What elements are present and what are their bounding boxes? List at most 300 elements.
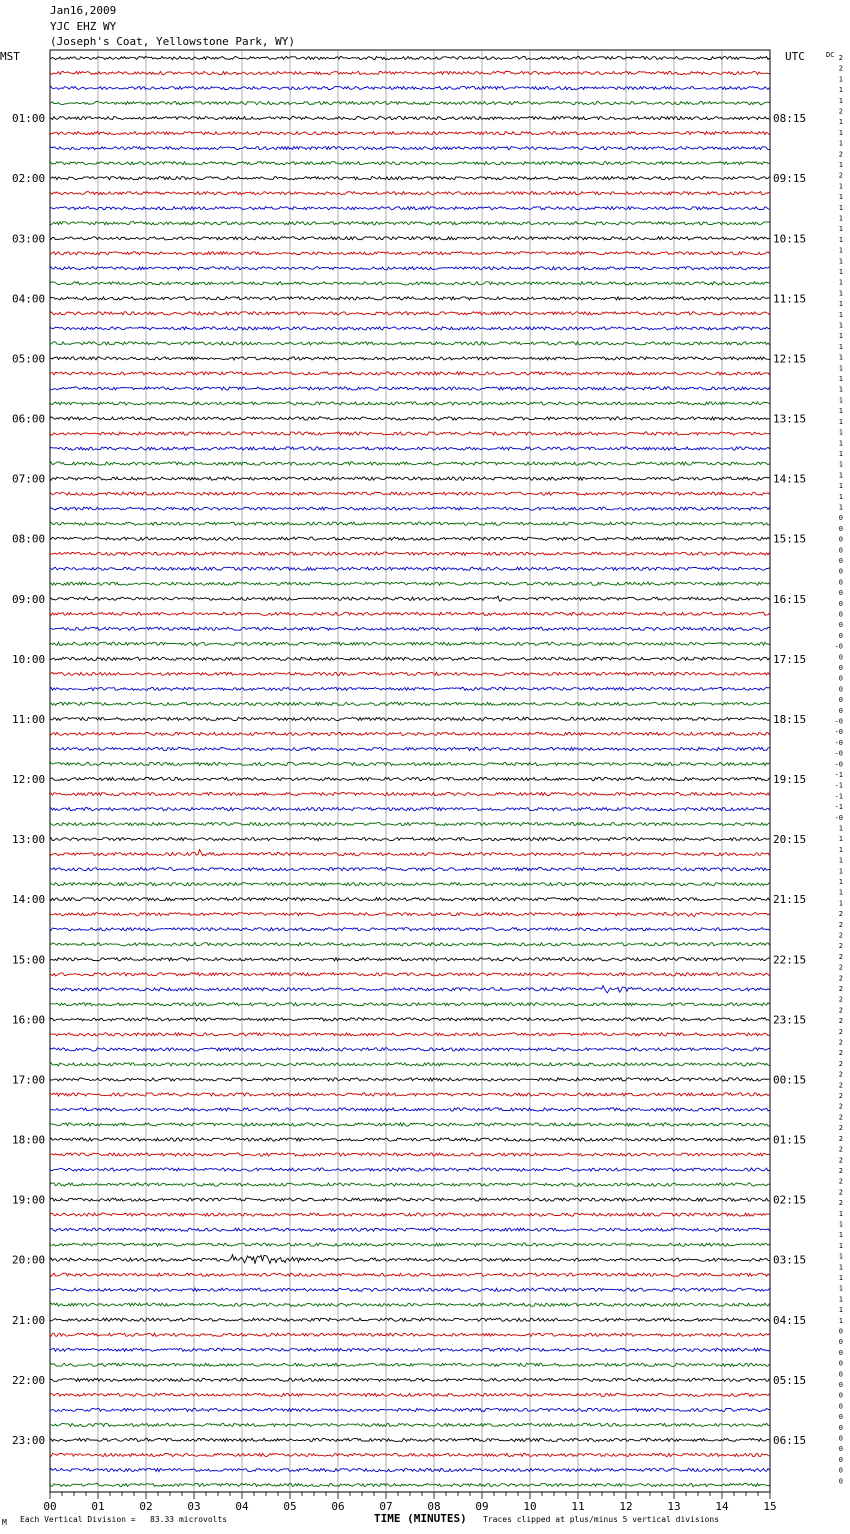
mst-hour-label: 17:00 (12, 1073, 46, 1087)
dc-offset-value: 2 (838, 1145, 843, 1154)
trace-row (50, 1363, 770, 1366)
trace-row (50, 1378, 770, 1381)
utc-hour-label: 09:15 (773, 172, 807, 186)
dc-offset-value: 1 (838, 1241, 843, 1250)
dc-offset-value: 0 (838, 1402, 843, 1411)
dc-offset-value: 1 (838, 246, 843, 255)
dc-offset-value: 1 (838, 161, 843, 170)
dc-offset-value: 2 (838, 107, 843, 116)
dc-offset-value: 1 (838, 214, 843, 223)
dc-offset-value: 1 (838, 321, 843, 330)
mst-hour-label: 20:00 (12, 1253, 46, 1267)
dc-offset-value: 2 (838, 1156, 843, 1165)
trace-row (50, 1033, 770, 1036)
dc-offset-value: 1 (838, 471, 843, 480)
mst-hour-label: 10:00 (12, 652, 46, 666)
trace-row (50, 958, 770, 961)
x-tick-label: 10 (523, 1500, 537, 1513)
trace-row (50, 56, 770, 59)
trace-row (50, 792, 770, 795)
utc-hour-label: 19:15 (773, 773, 807, 786)
dc-offset-value: 0 (838, 706, 843, 715)
trace-row (50, 297, 770, 300)
dc-offset-value: 0 (838, 514, 843, 523)
utc-hour-label: 23:15 (773, 1013, 807, 1027)
trace-row (50, 207, 770, 210)
trace-row (50, 312, 770, 315)
mst-hour-label: 21:00 (12, 1313, 46, 1327)
dc-offset-value: -0 (834, 749, 843, 758)
dc-offset-value: -1 (834, 771, 843, 779)
dc-offset-value: 1 (838, 449, 843, 458)
trace-row (50, 928, 770, 931)
dc-offset-value: 2 (838, 963, 843, 972)
dc-offset-value: 1 (838, 332, 843, 341)
trace-row (50, 883, 770, 886)
trace-row (50, 1093, 770, 1096)
trace-row (50, 762, 770, 765)
dc-offset-value: 1 (838, 1231, 843, 1240)
mst-hour-label: 11:00 (12, 712, 46, 726)
utc-hour-label: 20:15 (773, 833, 807, 847)
trace-row (50, 477, 770, 480)
trace-row (50, 823, 770, 826)
utc-hour-label: 08:15 (773, 112, 807, 126)
dc-offset-value: 0 (838, 696, 843, 705)
dc-offset-value: 1 (838, 492, 843, 501)
dc-offset-value: 0 (838, 1477, 843, 1486)
dc-offset-value: 0 (838, 578, 843, 587)
dc-offset-value: 0 (838, 1413, 843, 1422)
dc-offset-value: 2 (838, 1006, 843, 1015)
dc-offset-value: 0 (838, 1466, 843, 1475)
trace-row (50, 1123, 770, 1126)
x-tick-label: 09 (475, 1500, 489, 1513)
trace-row (50, 1348, 770, 1351)
dc-offset-value: 1 (838, 225, 843, 234)
trace-row (50, 672, 770, 675)
x-tick-label: 01 (91, 1500, 105, 1513)
x-axis (43, 1492, 776, 1513)
mst-hour-label: 04:00 (12, 292, 46, 306)
dc-offset-value: 0 (838, 524, 843, 533)
x-tick-label: 11 (571, 1500, 585, 1513)
trace-row (50, 237, 770, 240)
dc-offset-value: 0 (838, 567, 843, 576)
dc-offset-value: 1 (838, 503, 843, 512)
dc-offset-value: 0 (838, 1327, 843, 1336)
dc-offset-value: 2 (838, 64, 843, 73)
trace-row (50, 132, 770, 135)
dc-offset-value: 2 (838, 1134, 843, 1143)
dc-offset-value: 0 (838, 1455, 843, 1464)
dc-offset-value: 0 (838, 1391, 843, 1400)
dc-offset-value: 2 (838, 985, 843, 994)
mst-hour-label: 18:00 (12, 1133, 46, 1147)
dc-offset-value: 1 (838, 118, 843, 127)
trace-row (50, 1183, 770, 1186)
dc-offset-value: 1 (838, 139, 843, 148)
dc-offset-value: 1 (838, 1263, 843, 1272)
trace-row (50, 973, 770, 976)
x-tick-label: 00 (43, 1500, 57, 1513)
x-tick-label: 14 (715, 1500, 729, 1513)
dc-offset-value: 0 (838, 685, 843, 694)
dc-offset-value: 1 (838, 899, 843, 908)
trace-row (50, 642, 770, 645)
dc-offset-value: 0 (838, 674, 843, 683)
mst-hour-label: 12:00 (12, 773, 46, 786)
dc-offset-value: 0 (838, 556, 843, 565)
trace-row (50, 86, 770, 89)
dc-offset-value: 2 (838, 952, 843, 961)
dc-offset-value: 1 (838, 96, 843, 105)
utc-hour-label: 03:15 (773, 1253, 807, 1267)
trace-row (50, 402, 770, 405)
dc-offset-value: 1 (838, 86, 843, 95)
utc-hour-label: 00:15 (773, 1073, 807, 1087)
dc-offset-value: 2 (838, 1027, 843, 1036)
dc-offset-value: 2 (838, 910, 843, 919)
trace-row (50, 912, 770, 916)
utc-hour-label: 17:15 (773, 652, 807, 666)
scale-note: Each Vertical Division = 83.33 microvolts (20, 1515, 228, 1524)
dc-offset-value: 1 (838, 128, 843, 137)
dc-offset-value: 2 (838, 1188, 843, 1197)
dc-offset-value: 0 (838, 1434, 843, 1443)
trace-row (50, 943, 770, 946)
dc-offset-value: 1 (838, 342, 843, 351)
dc-offset-value: 2 (838, 1177, 843, 1186)
trace-row (50, 1078, 770, 1081)
dc-offset-value: 0 (838, 1370, 843, 1379)
dc-offset-value: 1 (838, 375, 843, 384)
trace-row (50, 162, 770, 165)
dc-offset-value: 2 (838, 1113, 843, 1122)
x-tick-label: 05 (283, 1500, 297, 1513)
corner-mark: M (2, 1518, 7, 1527)
utc-hour-label: 16:15 (773, 592, 807, 606)
trace-row (50, 117, 770, 120)
trace-row (50, 102, 770, 105)
trace-row (50, 687, 770, 690)
trace-row (50, 192, 770, 195)
dc-offset-value: 0 (838, 599, 843, 608)
dc-offset-value: 1 (838, 182, 843, 191)
trace-row (50, 1063, 770, 1066)
trace-row (50, 1453, 770, 1456)
utc-hour-label: 22:15 (773, 953, 807, 967)
trace-row (50, 1408, 770, 1411)
dc-offset-value: 2 (838, 1092, 843, 1101)
trace-row (50, 537, 770, 540)
x-axis-title: TIME (MINUTES) (374, 1512, 467, 1525)
trace-row (50, 507, 770, 510)
trace-row (50, 147, 770, 150)
dc-offset-value: 1 (838, 428, 843, 437)
trace-row (50, 582, 770, 585)
x-tick-label: 15 (763, 1500, 777, 1513)
dc-offset-value: 2 (838, 1124, 843, 1133)
trace-row (50, 1198, 770, 1201)
trace-row (50, 267, 770, 270)
utc-hour-label: 21:15 (773, 893, 807, 907)
dc-offset-value: 1 (838, 257, 843, 266)
trace-row (50, 462, 770, 465)
x-tick-label: 06 (331, 1500, 345, 1513)
trace-row (50, 1213, 770, 1216)
dc-offset-value: 0 (838, 1423, 843, 1432)
mst-hour-label: 19:00 (12, 1193, 46, 1207)
trace-row (50, 1108, 770, 1111)
trace-row (50, 747, 770, 750)
header-location: (Joseph's Coat, Yellowstone Park, WY) (50, 35, 296, 48)
dc-offset-value: 1 (838, 289, 843, 298)
dc-offset-value: 1 (838, 385, 843, 394)
trace-row (50, 567, 770, 570)
dc-offset-value: 0 (838, 546, 843, 555)
dc-offset-value: -1 (834, 803, 843, 812)
dc-offset-value: 0 (838, 610, 843, 619)
dc-offset-value: 1 (838, 888, 843, 897)
dc-offset-value: 2 (838, 1017, 843, 1026)
dc-offset-value: 1 (838, 310, 843, 319)
dc-offset-value: 2 (838, 54, 843, 62)
dc-offset-value: 0 (838, 589, 843, 598)
utc-hour-label: 18:15 (773, 712, 807, 726)
dc-offset-value: 0 (838, 1348, 843, 1357)
utc-hour-label: 13:15 (773, 412, 807, 426)
mst-hour-label: 03:00 (12, 232, 46, 246)
mst-hour-label: 15:00 (12, 953, 46, 967)
trace-row (50, 1243, 770, 1246)
trace-row (50, 177, 770, 180)
trace-row (50, 492, 770, 495)
trace-row (50, 1273, 770, 1276)
dc-offset-value: 1 (838, 1273, 843, 1282)
dc-offset-value: 0 (838, 631, 843, 640)
trace-row (50, 1423, 770, 1426)
trace-row (50, 1483, 770, 1486)
dc-offset-value: 1 (838, 1316, 843, 1325)
trace-row (50, 868, 770, 871)
utc-hour-label: 02:15 (773, 1193, 807, 1207)
trace-row (50, 838, 770, 841)
dc-offset-value: 1 (838, 482, 843, 491)
trace-row (50, 327, 770, 330)
dc-offset-value: 2 (838, 1081, 843, 1090)
dc-offset-value: -0 (834, 728, 843, 737)
trace-row (50, 702, 770, 705)
trace-row (50, 372, 770, 375)
trace-row (50, 387, 770, 390)
trace-row (50, 1138, 770, 1141)
dc-offset-value: 1 (838, 1209, 843, 1218)
trace-row (50, 1318, 770, 1321)
dc-offset-value: 1 (838, 1252, 843, 1261)
trace-row (50, 1255, 770, 1264)
mst-hour-label: 23:00 (12, 1433, 46, 1447)
utc-hour-label: 10:15 (773, 232, 807, 246)
dc-offset-value: 2 (838, 974, 843, 983)
trace-row (50, 1018, 770, 1021)
dc-offset-labels (835, 54, 843, 1485)
trace-row (50, 717, 770, 720)
dc-offset-value: 2 (838, 942, 843, 951)
trace-row (50, 1048, 770, 1051)
x-tick-label: 02 (139, 1500, 153, 1513)
dc-offset-value: 2 (838, 1038, 843, 1047)
dc-offset-value: 1 (838, 1295, 843, 1304)
trace-row (50, 1003, 770, 1006)
right-timezone-label: UTC (785, 50, 805, 63)
utc-hour-label: 04:15 (773, 1313, 807, 1327)
header-date: Jan16,2009 (50, 4, 117, 17)
trace-row (50, 1168, 770, 1171)
dc-offset-value: 1 (838, 824, 843, 833)
dc-offset-value: 2 (838, 171, 843, 180)
dc-header-label: DC (826, 51, 835, 59)
trace-row (50, 252, 770, 255)
mst-hour-label: 06:00 (12, 412, 46, 426)
dc-offset-value: 0 (838, 1359, 843, 1368)
trace-row (50, 1303, 770, 1306)
trace-row (50, 612, 770, 615)
dc-offset-value: 2 (838, 920, 843, 929)
dc-offset-value: 1 (838, 1306, 843, 1315)
utc-hour-label: 06:15 (773, 1433, 807, 1447)
dc-offset-value: 1 (838, 867, 843, 876)
dc-offset-value: 1 (838, 417, 843, 426)
trace-row (50, 432, 770, 435)
dc-offset-value: -0 (834, 717, 843, 726)
mst-hour-label: 02:00 (12, 172, 46, 186)
mst-hour-label: 22:00 (12, 1373, 46, 1387)
mst-hour-label: 16:00 (12, 1013, 46, 1027)
dc-offset-value: 2 (838, 931, 843, 940)
header-station: YJC EHZ WY (50, 20, 117, 33)
x-tick-label: 04 (235, 1500, 249, 1513)
x-tick-label: 08 (427, 1500, 441, 1513)
dc-offset-value: 1 (838, 203, 843, 212)
dc-offset-value: -1 (834, 781, 843, 790)
mst-hour-label: 07:00 (12, 472, 46, 486)
dc-offset-value: 1 (838, 439, 843, 448)
dc-offset-value: 1 (838, 1220, 843, 1229)
trace-row (50, 417, 770, 420)
dc-offset-value: 2 (838, 150, 843, 159)
x-tick-label: 03 (187, 1500, 201, 1513)
trace-row (50, 898, 770, 901)
dc-offset-value: -0 (834, 813, 843, 822)
mst-hour-label: 09:00 (12, 592, 46, 606)
dc-offset-value: 1 (838, 396, 843, 405)
dc-offset-value: 2 (838, 1049, 843, 1058)
trace-row (50, 222, 770, 225)
dc-offset-value: 0 (838, 621, 843, 630)
trace-row (50, 447, 770, 450)
trace-row (50, 1153, 770, 1156)
trace-row (50, 777, 770, 780)
utc-hour-label: 05:15 (773, 1373, 807, 1387)
dc-offset-value: 2 (838, 1070, 843, 1079)
mst-hour-label: 01:00 (12, 112, 46, 126)
dc-offset-value: 1 (838, 856, 843, 865)
dc-offset-value: 1 (838, 268, 843, 277)
trace-row (50, 1468, 770, 1471)
dc-offset-value: 1 (838, 1284, 843, 1293)
utc-hour-label: 14:15 (773, 472, 807, 486)
dc-offset-value: 0 (838, 663, 843, 672)
dc-offset-value: 0 (838, 1380, 843, 1389)
trace-row (50, 807, 770, 810)
mst-hour-label: 14:00 (12, 893, 46, 907)
dc-offset-value: 2 (838, 1059, 843, 1068)
x-tick-label: 12 (619, 1500, 633, 1513)
trace-row (50, 552, 770, 555)
dc-offset-value: 1 (838, 300, 843, 309)
dc-offset-value: -0 (834, 760, 843, 769)
dc-offset-value: -0 (834, 642, 843, 651)
dc-offset-value: 2 (838, 1166, 843, 1175)
trace-row (50, 1288, 770, 1291)
x-tick-label: 07 (379, 1500, 393, 1513)
mst-hour-label: 05:00 (12, 352, 46, 366)
dc-offset-value: -0 (834, 738, 843, 747)
left-timezone-label: MST (0, 50, 20, 63)
dc-offset-value: 2 (838, 995, 843, 1004)
utc-hour-label: 12:15 (773, 352, 807, 366)
utc-hour-label: 01:15 (773, 1133, 807, 1147)
dc-offset-value: 0 (838, 1338, 843, 1347)
dc-offset-value: 2 (838, 1102, 843, 1111)
dc-offset-value: 1 (838, 407, 843, 416)
trace-row (50, 522, 770, 525)
trace-row (50, 1228, 770, 1231)
trace-row (50, 596, 770, 601)
seismic-traces (50, 56, 770, 1486)
dc-offset-value: 1 (838, 845, 843, 854)
trace-row (50, 657, 770, 660)
dc-offset-value: 1 (838, 460, 843, 469)
trace-row (50, 357, 770, 360)
trace-row (50, 1393, 770, 1396)
trace-row (50, 850, 770, 856)
trace-row (50, 1333, 770, 1336)
dc-offset-value: -1 (834, 792, 843, 801)
trace-row (50, 282, 770, 285)
dc-offset-value: 0 (838, 1445, 843, 1454)
mst-hour-label: 08:00 (12, 532, 46, 546)
trace-row (50, 71, 770, 74)
utc-hour-label: 11:15 (773, 292, 807, 306)
dc-offset-value: 1 (838, 835, 843, 844)
dc-offset-value: 0 (838, 653, 843, 662)
dc-offset-value: 0 (838, 535, 843, 544)
dc-offset-value: 1 (838, 353, 843, 362)
dc-offset-value: 1 (838, 364, 843, 373)
trace-row (50, 986, 770, 993)
dc-offset-value: 2 (838, 1199, 843, 1208)
dc-offset-value: 1 (838, 278, 843, 287)
utc-hour-label: 15:15 (773, 532, 807, 546)
clip-note: Traces clipped at plus/minus 5 vertical divisions (483, 1515, 720, 1524)
mst-hour-label: 13:00 (12, 833, 46, 847)
trace-row (50, 732, 770, 735)
dc-offset-value: 1 (838, 235, 843, 244)
trace-row (50, 627, 770, 630)
dc-offset-value: 1 (838, 193, 843, 202)
